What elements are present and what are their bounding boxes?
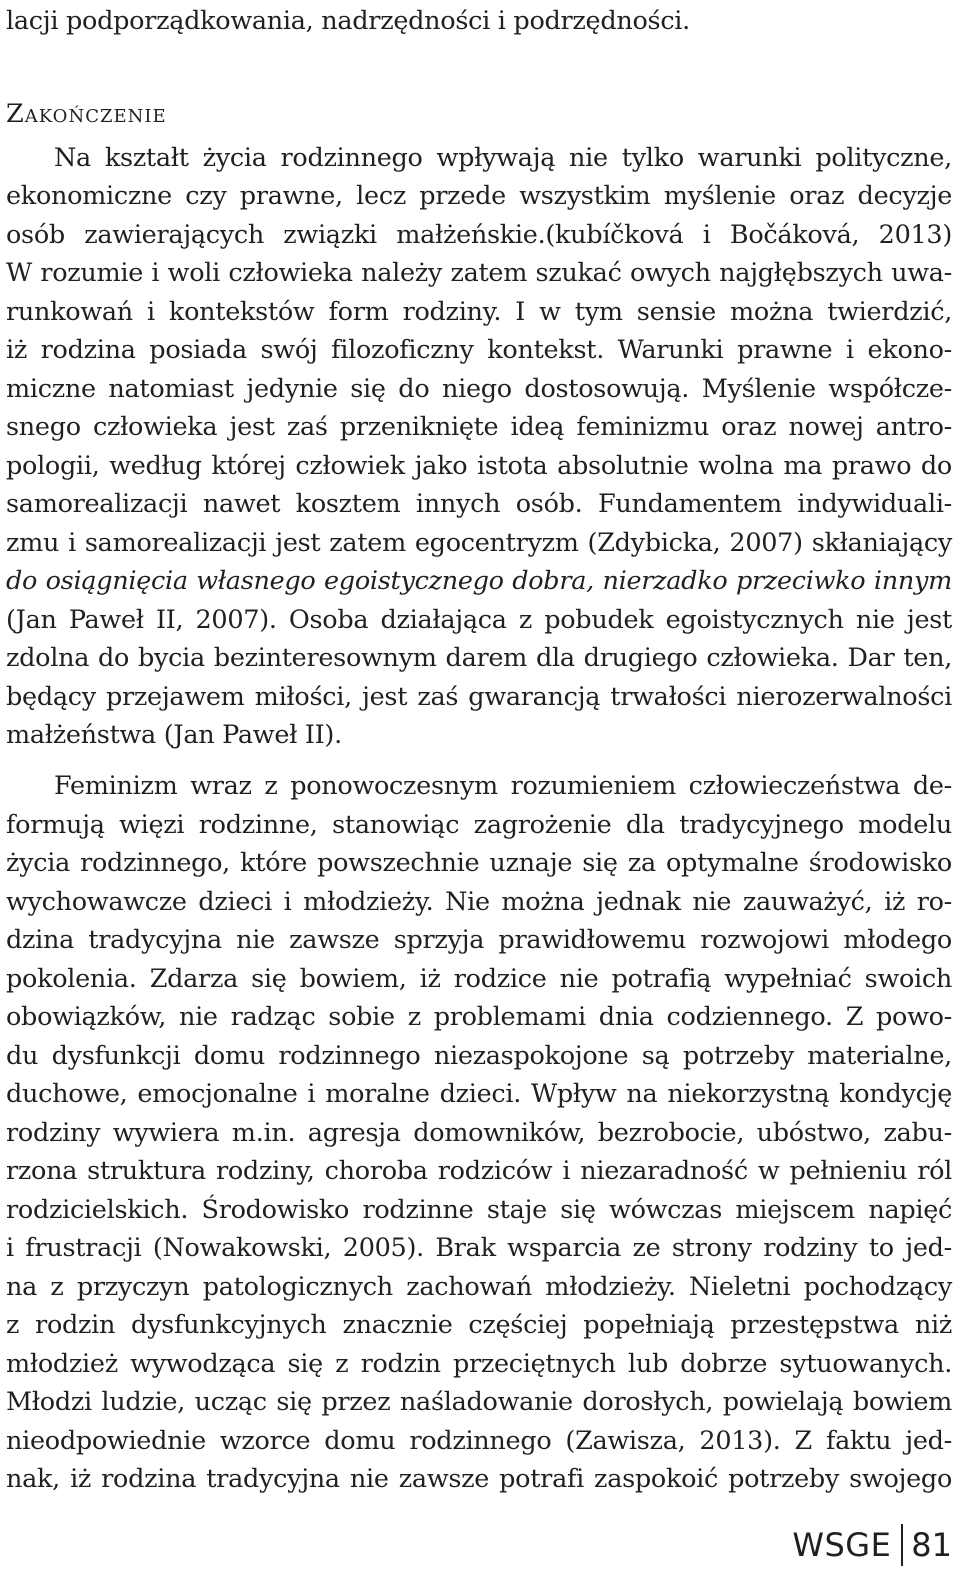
paragraph-line: nieodpowiednie wzorce domu rodzinnego (Zawisza, 2013). Z faktu jed- (6, 1426, 952, 1456)
paragraph-line: życia rodzinnego, które powszechnie uznaje się za optymalne środowisko (6, 848, 952, 878)
paragraph-line: (Jan Paweł II, 2007). Osoba działająca z pobudek egoistycznych nie jest (6, 605, 952, 635)
paragraph-line: młodzież wywodząca się z rodzin przeciętnych lub dobrze sytuowanych. (6, 1349, 952, 1379)
paragraph-line: miczne natomiast jedynie się do niego dostosowują. Myślenie współcze- (6, 374, 952, 404)
journal-name: WSGE (792, 1526, 892, 1564)
page-number: 81 (911, 1526, 952, 1564)
paragraph-line: rzona struktura rodziny, choroba rodziców i niezaradność w pełnieniu ról (6, 1156, 952, 1186)
paragraph-line: formują więzi rodzinne, stanowiąc zagrożenie dla tradycyjnego modelu (6, 810, 952, 840)
paragraph-line: i frustracji (Nowakowski, 2005). Brak wsparcia ze strony rodziny to jed- (6, 1233, 952, 1263)
text-line-continuation: lacji podporządkowania, nadrzędności i podrzędności. (6, 6, 690, 36)
paragraph-line: zdolna do bycia bezinteresownym darem dla drugiego człowieka. Dar ten, (6, 643, 952, 673)
paragraph-line: obowiązków, nie radząc sobie z problemami dnia codziennego. Z powo- (6, 1002, 952, 1032)
paragraph-line: dzina tradycyjna nie zawsze sprzyja prawidłowemu rozwojowi młodego (6, 925, 952, 955)
paragraph-line: Na kształt życia rodzinnego wpływają nie tylko warunki polityczne, (54, 143, 952, 173)
paragraph-line-italic: do osiągnięcia własnego egoistycznego dobra, nierzadko przeciwko innym (6, 566, 952, 596)
paragraph-line: Feminizm wraz z ponowoczesnym rozumieniem człowieczeństwa de- (54, 771, 952, 801)
footer-divider (901, 1524, 903, 1566)
paragraph-line: będący przejawem miłości, jest zaś gwarancją trwałości nierozerwalności (6, 682, 952, 712)
section-heading: Zakończenie (6, 99, 167, 129)
paragraph-line: samorealizacji nawet kosztem innych osób. Fundamentem indywiduali- (6, 489, 952, 519)
paragraph-line: rodziny wywiera m.in. agresja domowników, bezrobocie, ubóstwo, zabu- (6, 1118, 952, 1148)
paragraph-line: na z przyczyn patologicznych zachowań młodzieży. Nieletni pochodzący (6, 1272, 952, 1302)
paragraph-line: ekonomiczne czy prawne, lecz przede wszystkim myślenie oraz decyzje (6, 181, 952, 211)
paragraph-line: duchowe, emocjonalne i moralne dzieci. Wpływ na niekorzystną kondycję (6, 1079, 952, 1109)
paragraph-line: runkowań i kontekstów form rodziny. I w tym sensie można twierdzić, (6, 297, 952, 327)
paragraph-line: osób zawierających związki małżeńskie.(kubíčková i Bočáková, 2013) (6, 220, 952, 250)
paragraph-line: W rozumie i woli człowieka należy zatem szukać owych najgłębszych uwa- (6, 258, 952, 288)
paragraph-line: pologii, według której człowiek jako istota absolutnie wolna ma prawo do (6, 451, 952, 481)
page-footer (792, 1522, 952, 1568)
paragraph-line: iż rodzina posiada swój filozoficzny kontekst. Warunki prawne i ekono- (6, 335, 952, 365)
paragraph-line: rodzicielskich. Środowisko rodzinne staje się wówczas miejscem napięć (6, 1195, 952, 1225)
paragraph-line: z rodzin dysfunkcyjnych znacznie częściej popełniają przestępstwa niż (6, 1310, 952, 1340)
paragraph-line-last: małżeństwa (Jan Paweł II). (6, 720, 342, 750)
paragraph-line: zmu i samorealizacji jest zatem egocentryzm (Zdybicka, 2007) skłaniający (6, 528, 952, 558)
paragraph-line: snego człowieka jest zaś przeniknięte ideą feminizmu oraz nowej antro- (6, 412, 952, 442)
paragraph-line: wychowawcze dzieci i młodzieży. Nie można jednak nie zauważyć, iż ro- (6, 887, 952, 917)
paragraph-line: nak, iż rodzina tradycyjna nie zawsze potrafi zaspokoić potrzeby swojego (6, 1464, 952, 1494)
paragraph-line: Młodzi ludzie, ucząc się przez naśladowanie dorosłych, powielają bowiem (6, 1387, 952, 1417)
paragraph-line: du dysfunkcji domu rodzinnego niezaspokojone są potrzeby materialne, (6, 1041, 952, 1071)
paragraph-line: pokolenia. Zdarza się bowiem, iż rodzice nie potrafią wypełniać swoich (6, 964, 952, 994)
